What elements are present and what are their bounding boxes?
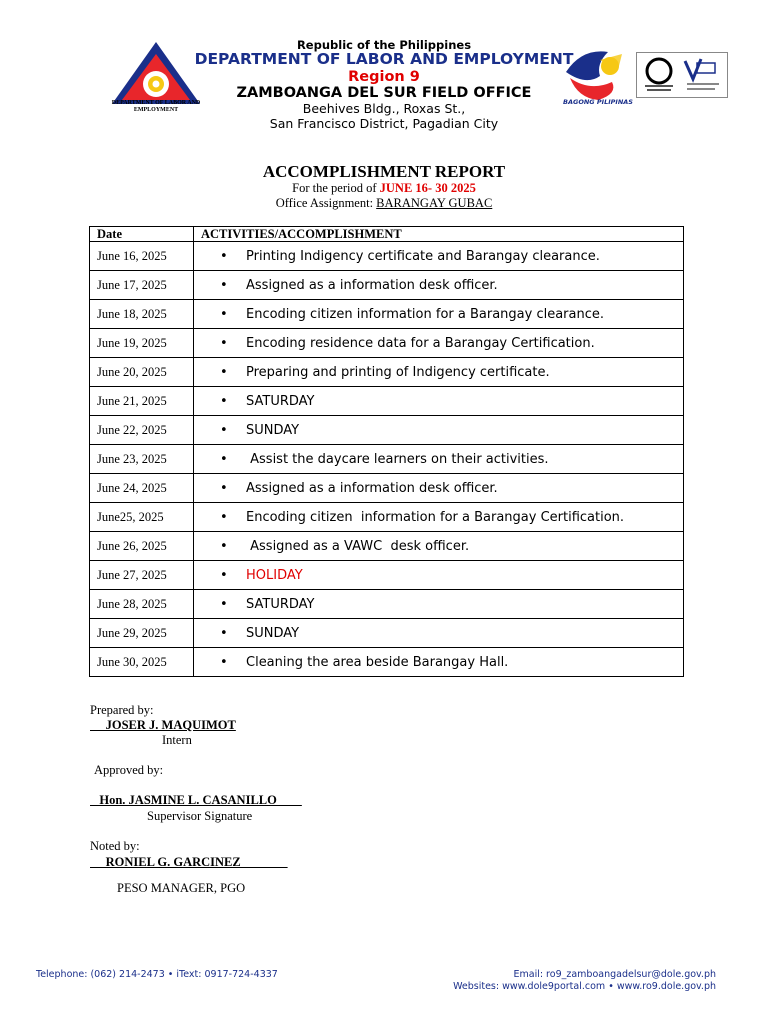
bullet-icon: • <box>220 306 228 322</box>
table-row <box>90 474 684 503</box>
table-row <box>90 503 684 532</box>
bagong-pilipinas-caption: BAGONG PILIPINAS <box>563 98 633 106</box>
region-label: Region 9 <box>348 69 420 85</box>
office-assignment <box>0 196 768 211</box>
footer-websites: Websites: www.dole9portal.com • www.ro9.dole.gov.ph <box>453 981 716 992</box>
bullet-icon: • <box>220 596 228 612</box>
table-row <box>90 242 684 271</box>
activity-text: Assigned as a information desk officer. <box>246 480 498 496</box>
certification-logo <box>636 52 728 98</box>
bullet-icon: • <box>220 393 228 409</box>
row-date: June 22, 2025 <box>90 416 194 445</box>
approved-by-name: Hon. JASMINE L. CASANILLO <box>90 793 302 807</box>
table-row <box>90 619 684 648</box>
footer-contact: Telephone: (062) 214-2473 • iText: 0917-724-4337 <box>36 969 278 980</box>
row-activity <box>194 445 684 474</box>
bullet-icon: • <box>220 480 228 496</box>
activity-text: Cleaning the area beside Barangay Hall. <box>246 654 509 670</box>
activity-text: Assigned as a information desk officer. <box>246 277 498 293</box>
activity-text: Encoding citizen information for a Barangay Certification. <box>246 509 625 525</box>
row-date: June 19, 2025 <box>90 329 194 358</box>
bullet-icon: • <box>220 451 228 467</box>
row-date: June 27, 2025 <box>90 561 194 590</box>
table-body <box>90 242 684 677</box>
table-row <box>90 590 684 619</box>
table-row <box>90 387 684 416</box>
row-activity <box>194 590 684 619</box>
bullet-icon: • <box>220 335 228 351</box>
footer-email: Email: ro9_zamboangadelsur@dole.gov.ph <box>513 969 716 980</box>
republic-text: Republic of the Philippines <box>296 38 472 52</box>
row-activity <box>194 242 684 271</box>
bullet-icon: • <box>220 277 228 293</box>
prepared-by-title: Intern <box>162 733 192 747</box>
activity-text: Encoding residence data for a Barangay Certification. <box>246 335 595 351</box>
row-date: June25, 2025 <box>90 503 194 532</box>
report-period <box>0 181 768 196</box>
column-header-activities: ACTIVITIES/ACCOMPLISHMENT <box>194 227 684 242</box>
table-row <box>90 271 684 300</box>
activity-text: SUNDAY <box>246 625 300 641</box>
row-activity <box>194 503 684 532</box>
bullet-icon: • <box>220 509 228 525</box>
row-date: June 29, 2025 <box>90 619 194 648</box>
row-activity <box>194 358 684 387</box>
department-name: DEPARTMENT OF LABOR AND EMPLOYMENT <box>194 50 574 68</box>
row-date: June 23, 2025 <box>90 445 194 474</box>
row-date: June 24, 2025 <box>90 474 194 503</box>
row-activity <box>194 532 684 561</box>
activity-text: Assist the daycare learners on their activities. <box>246 451 549 467</box>
noted-by-label: Noted by: <box>90 839 140 853</box>
row-date: June 16, 2025 <box>90 242 194 271</box>
bullet-icon: • <box>220 248 228 264</box>
row-activity <box>194 474 684 503</box>
row-date: June 26, 2025 <box>90 532 194 561</box>
iso-certification-icon <box>637 53 727 97</box>
row-date: June 17, 2025 <box>90 271 194 300</box>
row-activity <box>194 648 684 677</box>
row-activity <box>194 416 684 445</box>
row-activity <box>194 619 684 648</box>
noted-by-name: RONIEL G. GARCINEZ <box>90 855 288 869</box>
activity-text: SUNDAY <box>246 422 300 438</box>
column-header-date: Date <box>90 227 194 242</box>
noted-by-title: PESO MANAGER, PGO <box>117 881 246 895</box>
table-row <box>90 532 684 561</box>
row-activity <box>194 387 684 416</box>
activity-text: Preparing and printing of Indigency certificate. <box>246 364 550 380</box>
row-date: June 28, 2025 <box>90 590 194 619</box>
table-row <box>90 416 684 445</box>
period-value: JUNE 16- 30 2025 <box>379 181 476 195</box>
row-date: June 21, 2025 <box>90 387 194 416</box>
activity-text: HOLIDAY <box>246 567 303 583</box>
bullet-icon: • <box>220 538 228 554</box>
activity-text: SATURDAY <box>246 596 315 612</box>
activity-text: Assigned as a VAWC desk officer. <box>246 538 470 554</box>
report-title: ACCOMPLISHMENT REPORT <box>262 162 506 181</box>
table-row <box>90 648 684 677</box>
row-activity <box>194 271 684 300</box>
address-line-2: San Francisco District, Pagadian City <box>269 116 499 131</box>
bullet-icon: • <box>220 654 228 670</box>
table-row <box>90 329 684 358</box>
table-row <box>90 300 684 329</box>
approved-by-title: Supervisor Signature <box>147 809 253 823</box>
row-date: June 30, 2025 <box>90 648 194 677</box>
activity-text: Printing Indigency certificate and Barangay clearance. <box>246 248 600 264</box>
approved-by-label: Approved by: <box>94 763 164 777</box>
table-header-row <box>90 227 684 242</box>
field-office-name: ZAMBOANGA DEL SUR FIELD OFFICE <box>236 85 532 101</box>
row-activity <box>194 561 684 590</box>
accomplishment-table <box>89 226 684 677</box>
prepared-by-label: Prepared by: <box>90 703 154 717</box>
bullet-icon: • <box>220 567 228 583</box>
bullet-icon: • <box>220 364 228 380</box>
prepared-by-name: JOSER J. MAQUIMOT <box>90 718 236 732</box>
row-date: June 20, 2025 <box>90 358 194 387</box>
row-activity <box>194 300 684 329</box>
row-activity <box>194 329 684 358</box>
address-line-1: Beehives Bldg., Roxas St., <box>302 101 466 116</box>
table-row <box>90 445 684 474</box>
bullet-icon: • <box>220 625 228 641</box>
bullet-icon: • <box>220 422 228 438</box>
activity-text: Encoding citizen information for a Barangay clearance. <box>246 306 605 322</box>
activity-text: SATURDAY <box>246 393 315 409</box>
office-value: BARANGAY GUBAC <box>376 196 493 210</box>
table-row <box>90 561 684 590</box>
logo-caption: DEPARTMENT OF LABOR AND EMPLOYMENT <box>111 100 201 113</box>
period-prefix: For the period of <box>292 181 380 195</box>
bagong-pilipinas-logo-icon <box>560 42 636 102</box>
row-date: June 18, 2025 <box>90 300 194 329</box>
office-prefix: Office Assignment: <box>275 196 377 210</box>
table-row <box>90 358 684 387</box>
